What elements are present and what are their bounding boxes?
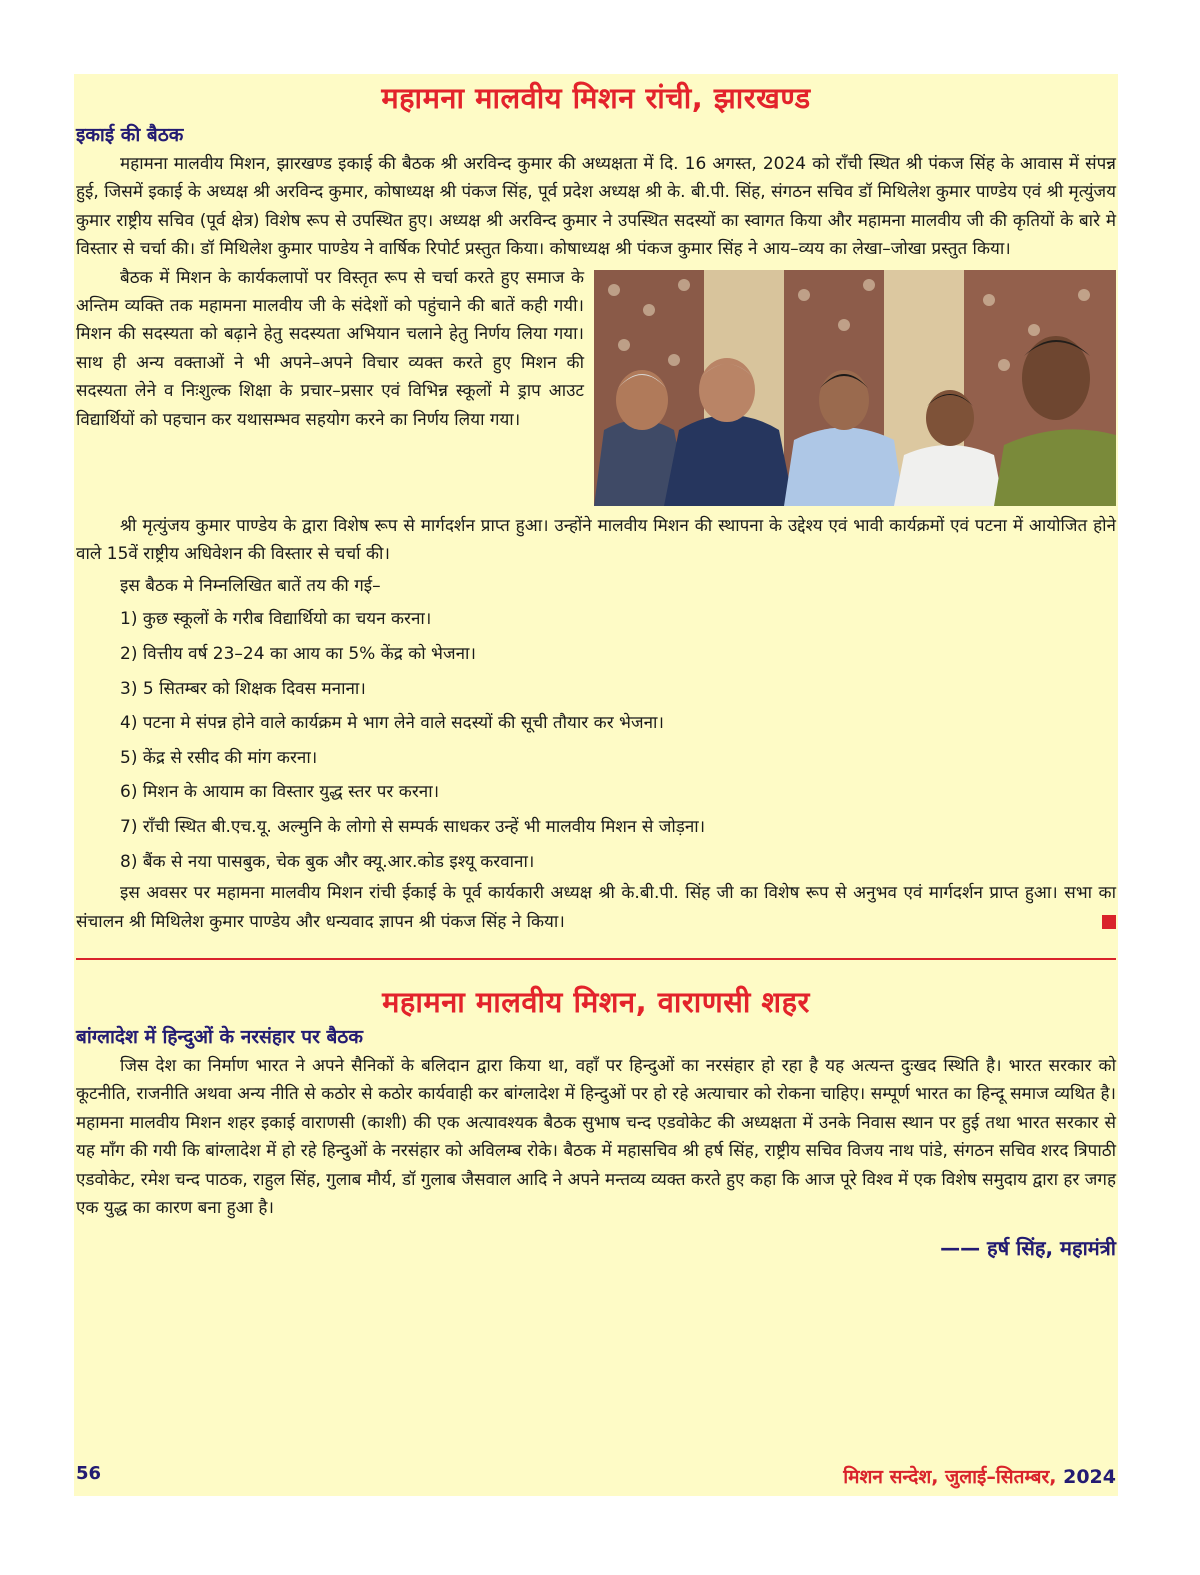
magazine-title: मिशन सन्देश, जुलाई–सितम्बर, (843, 1466, 1057, 1488)
magazine-year: 2024 (1063, 1466, 1116, 1488)
page-content (76, 78, 1116, 1268)
group-photo (594, 270, 1116, 506)
section-ranchi (76, 78, 1116, 936)
list-item: 1) कुछ स्कूलों के गरीब विद्यार्थियो का चयन करना। (120, 609, 432, 630)
paragraph: श्री मृत्युंजय कुमार पाण्डेय के द्वारा विशेष रूप से मार्गदर्शन प्राप्त हुआ। उन्होंने मालवीय मिशन की स्थापना के उद्देश्य एवं भावी कार्यक्रमों एवं पटना में आयोजित होने वाले 15वें राष्ट्रीय अधिवेशन की विस्तार से चर्चा की। (76, 515, 1116, 565)
page-footer (76, 1463, 1116, 1493)
decisions-list (76, 602, 1116, 879)
list-item: 6) मिशन के आयाम का विस्तार युद्ध स्तर पर करना। (120, 782, 440, 803)
magazine-name (843, 1463, 1116, 1489)
section-subtitle: बांग्लादेश में हिन्दुओं के नरसंहार पर बैठक (76, 1026, 363, 1048)
list-item: 5) केंद्र से रसीद की मांग करना। (120, 747, 318, 768)
paragraph: जिस देश का निर्माण भारत ने अपने सैनिकों के बलिदान द्वारा किया था, वहाँ पर हिन्दुओं का नरसंहार हो रहा है यह अत्यन्त दुःखद स्थिति है। भारत सरकार को कूटनीति, राजनीति अथवा अन्य नीति से कठोर से कठोर कार्यवाही कर बांग्लादेश में हिन्दुओं पर हो रहे अत्याचार को रोकना चाहिए। सम्पूर्ण भारत का हिन्दू समाज व्यथित है। महामना मालवीय मिशन शहर इकाई वाराणसी (काशी) की एक अत्यावश्यक बैठक सुभाष चन्द एडवोकेट की अध्यक्षता में उनके निवास स्थान पर हुई तथा भारत सरकार से यह माँग की गयी कि बांग्लादेश में हो रहे हिन्दुओं के नरसंहार को अविलम्ब रोके। बैठक में महासचिव श्री हर्ष सिंह, राष्ट्रीय सचिव विजय नाथ पांडे, संगठन सचिव शरद त्रिपाठी एडवोकेट, रमेश चन्द पाठक, राहुल सिंह, गुलाब मौर्य, डॉ गुलाब जैसवाल आदि ने अपने मन्तव्य व्यक्त करते हुए कहा कि आज पूरे विश्व में एक विशेष समुदाय द्वारा हर जगह एक युद्ध का कारण बना हुआ है। (76, 1056, 1117, 1219)
list-item: 7) राँची स्थित बी.एच.यू. अल्मुनि के लोगो से सम्पर्क साधकर उन्हें भी मालवीय मिशन से जोड़ना। (120, 817, 706, 837)
paragraph: बैठक में मिशन के कार्यकलापों पर विस्तृत रूप से चर्चा करते हुए समाज के अन्तिम व्यक्ति तक महामना मालवीय जी के संदेशों को पहुंचाने की बातें कही गयी। मिशन की सदस्यता को बढ़ाने हेतु सदस्यता अभियान चलाने हेतु निर्णय लिया गया। साथ ही अन्य वक्ताओं ने भी अपने–अपने विचार व्यक्त करते हुए मिशन की सदस्यता लेने व निःशुल्क शिक्षा के प्रचार–प्रसार एवं विभिन्न स्कूलों मे ड्राप आउट विद्यार्थियों को पहचान कर यथासम्भव सहयोग करने का निर्णय लिया गया। (76, 267, 584, 430)
paragraph-text: इस अवसर पर महामना मालवीय मिशन रांची ईकाई के पूर्व कार्यकारी अध्यक्ष श्री के.बी.पी. सिंह जी का विशेष रूप से अनुभव एवं मार्गदर्शन प्राप्त हुआ। सभा का संचालन श्री मिथिलेश कुमार पाण्डेय और धन्यवाद ज्ञापन श्री पंकज सिंह ने किया। (76, 883, 1116, 932)
list-item: 4) पटना मे संपन्न होने वाले कार्यक्रम मे भाग लेने वाले सदस्यों की सूची तौयार कर भेजना। (120, 713, 664, 734)
section-subtitle: इकाई की बैठक (76, 124, 184, 146)
paragraph (76, 879, 1116, 936)
section-title: महामना मालवीय मिशन रांची, झारखण्ड (381, 81, 811, 115)
section-divider (76, 958, 1116, 960)
paragraph: महामना मालवीय मिशन, झारखण्ड इकाई की बैठक श्री अरविन्द कुमार की अध्यक्षता में दि. 16 अगस्त, 2024 को राँची स्थित श्री पंकज सिंह के आवास में संपन्न हुई, जिसमें इकाई के अध्यक्ष श्री अरविन्द कुमार, कोषाध्यक्ष श्री पंकज सिंह, पूर्व प्रदेश अध्यक्ष श्री के. बी.पी. सिंह, संगठन सचिव डॉ मिथिलेश कुमार पाण्डेय एवं श्री मृत्युंजय कुमार राष्ट्रीय सचिव (पूर्व क्षेत्र) विशेष रूप से उपस्थित हुए। अध्यक्ष श्री अरविन्द कुमार ने उपस्थित सदस्यों का स्वागत किया और महामना मालवीय जी की कृतियों के बारे मे विस्तार से चर्चा की। डॉ मिथिलेश कुमार पाण्डेय ने वार्षिक रिपोर्ट प्रस्तुत किया। कोषाध्यक्ष श्री पंकज कुमार सिंह ने आय–व्यय का लेखा–जोखा प्रस्तुत किया। (76, 154, 1116, 260)
signature: —— हर्ष सिंह, महामंत्री (940, 1236, 1116, 1261)
section-varanasi (76, 982, 1116, 1268)
list-item: 2) वित्तीय वर्ष 23–24 का आय का 5% केंद्र को भेजना। (120, 644, 476, 665)
end-mark-icon (1102, 915, 1116, 929)
page-number: 56 (76, 1463, 102, 1484)
list-item: 3) 5 सितम्बर को शिक्षक दिवस मनाना। (120, 678, 366, 699)
decisions-intro: इस बैठक मे निम्नलिखित बातें तय की गई– (120, 576, 381, 597)
section-title: महामना मालवीय मिशन, वाराणसी शहर (382, 985, 810, 1019)
list-item: 8) बैंक से नया पासबुक, चेक बुक और क्यू.आर.कोड इश्यू करवाना। (120, 851, 535, 872)
